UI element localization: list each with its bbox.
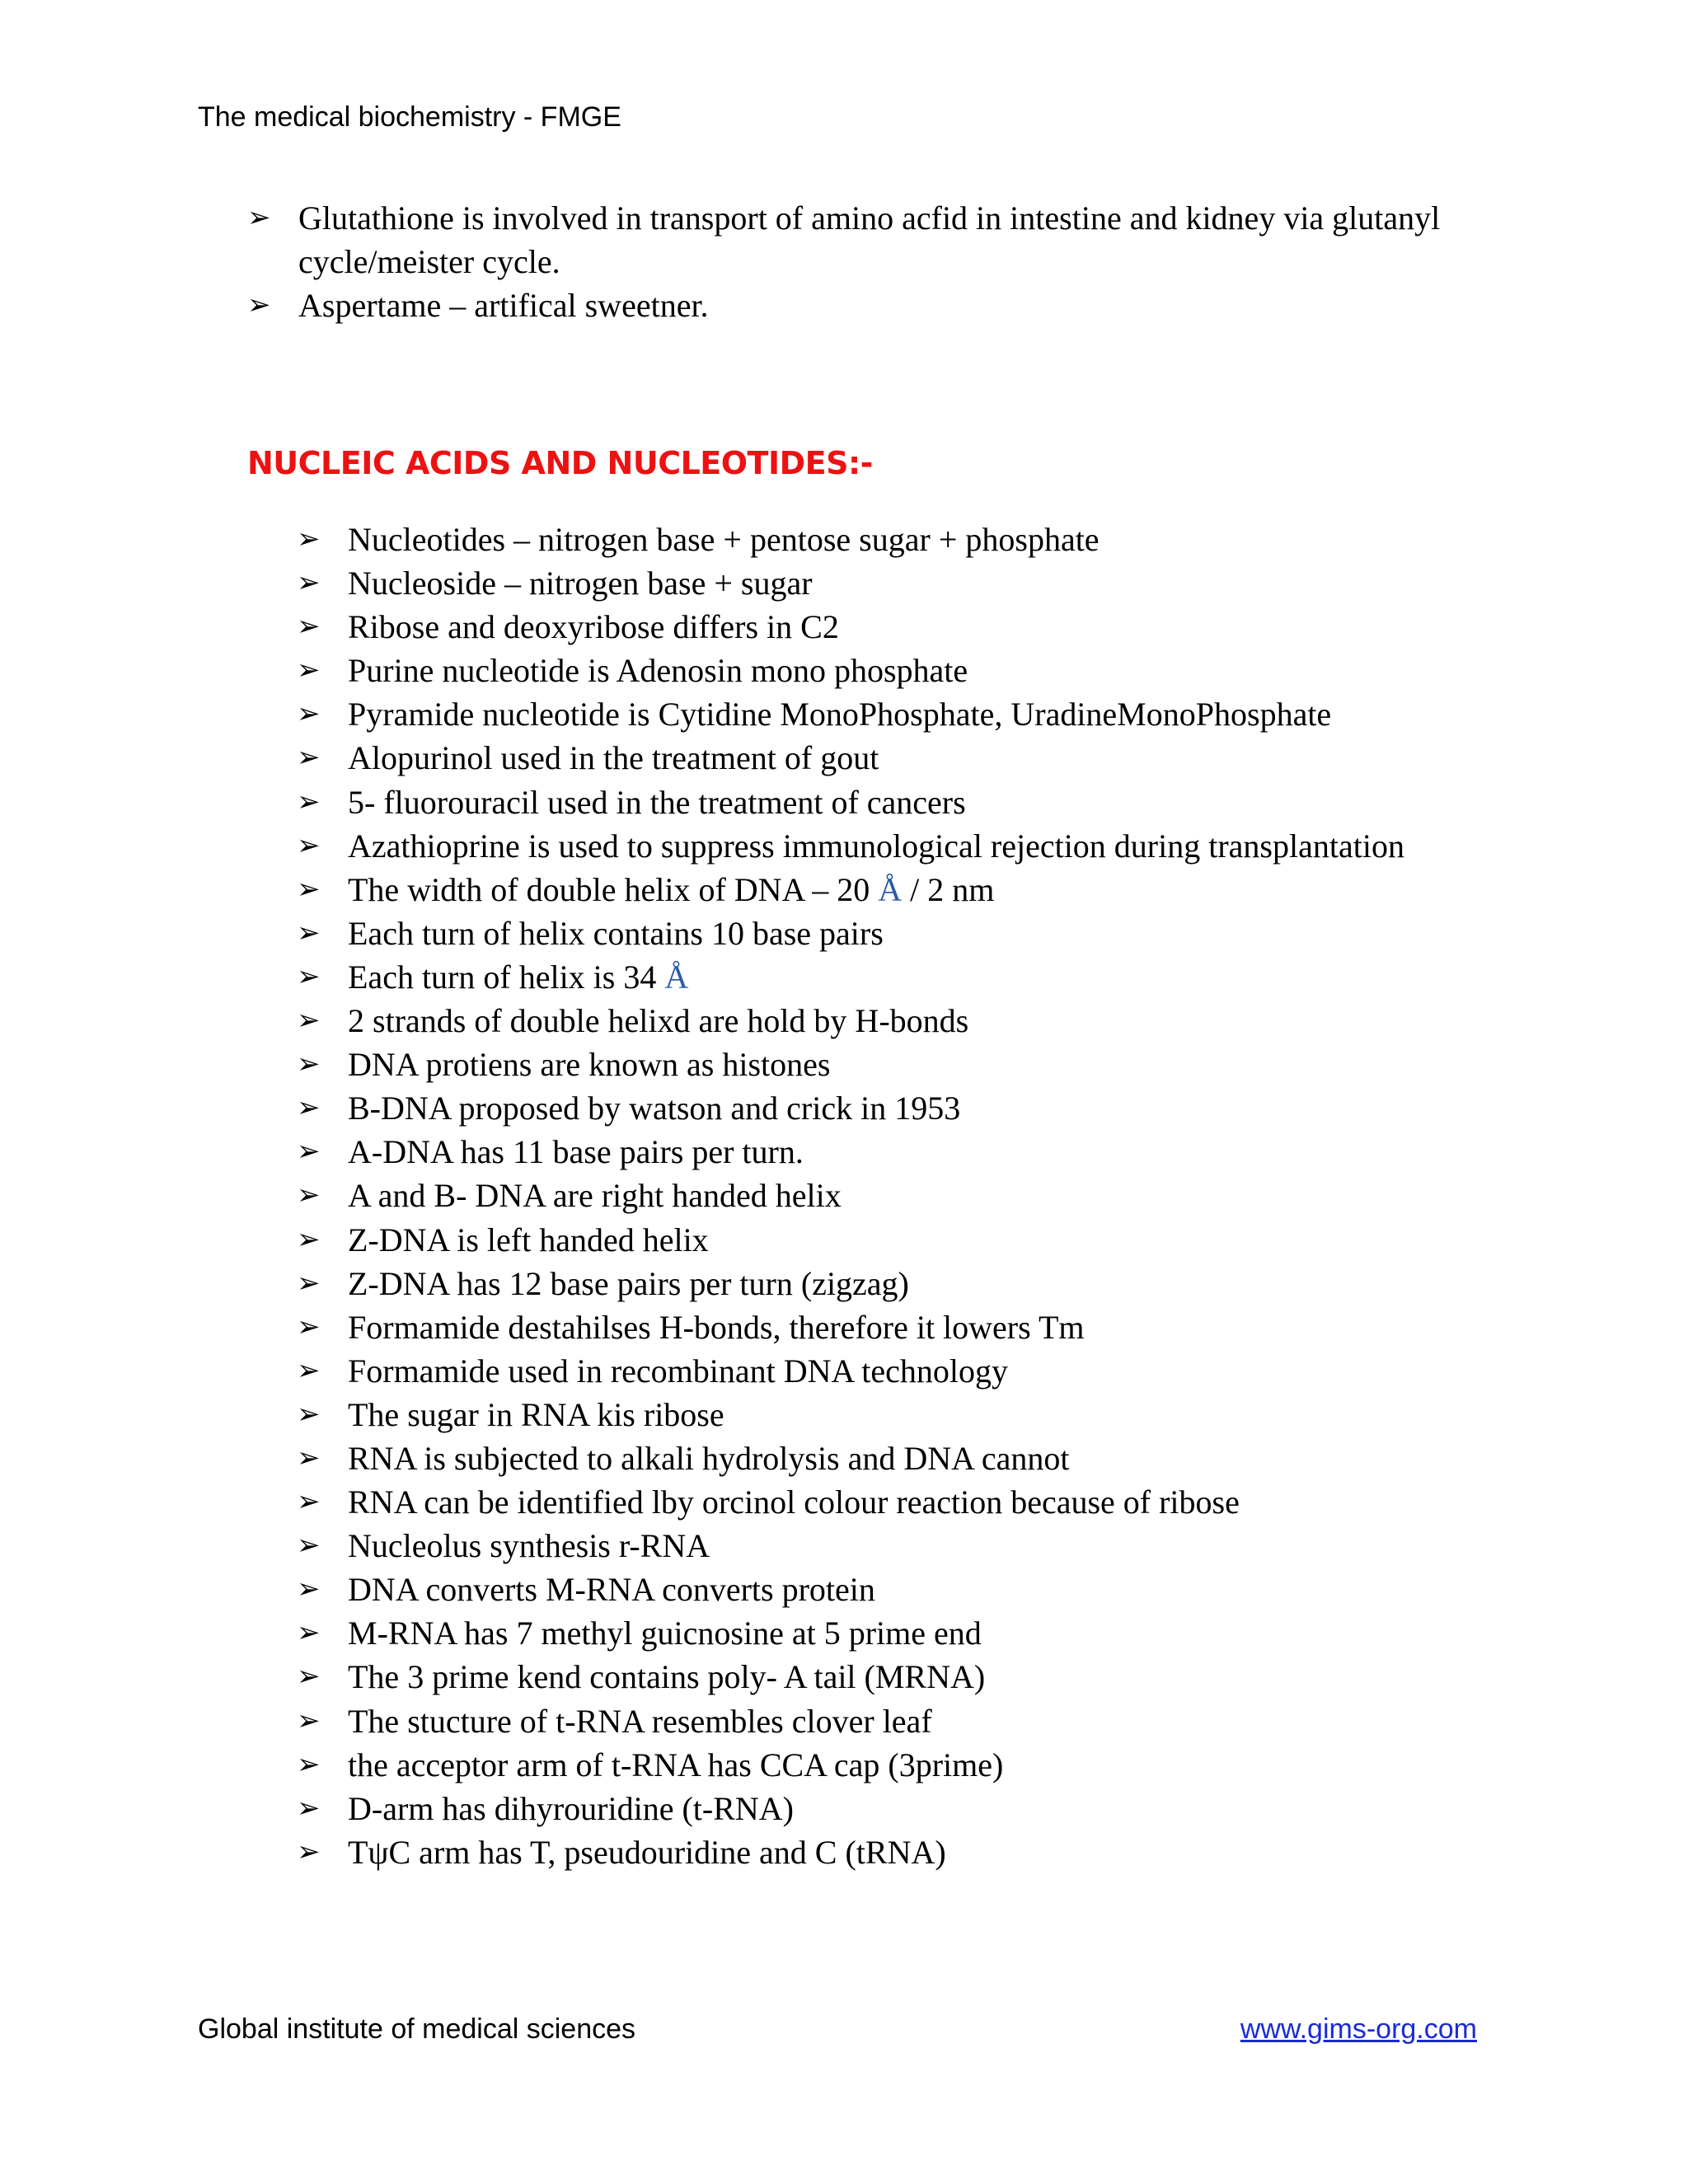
- list-item-text: Each turn of helix contains 10 base pairs: [348, 914, 884, 952]
- list-item-text: A and B- DNA are right handed helix: [348, 1177, 842, 1215]
- list-item-text: Aspertame – artifical sweetner.: [298, 287, 709, 324]
- arrowhead-bullet-icon: ➢: [297, 1747, 321, 1781]
- angstrom-symbol: Å: [878, 870, 903, 908]
- arrowhead-bullet-icon: ➢: [297, 1485, 321, 1519]
- list-item: [297, 1305, 1484, 1349]
- arrowhead-bullet-icon: ➢: [297, 523, 321, 555]
- list-item: [297, 1393, 1484, 1436]
- list-item: [297, 999, 1484, 1043]
- list-item-text: Purine nucleotide is Adenosin mono phosphate: [348, 652, 968, 690]
- arrowhead-bullet-icon: ➢: [297, 1091, 321, 1125]
- arrowhead-bullet-icon: ➢: [297, 1572, 321, 1606]
- nucleic-acids-bullet-list: [297, 518, 1484, 1874]
- list-item-text: Z-DNA has 12 base pairs per turn (zigzag): [348, 1264, 909, 1302]
- arrowhead-bullet-icon: ➢: [297, 1353, 321, 1387]
- list-item-text: Nucleoside – nitrogen base + sugar: [348, 565, 813, 602]
- list-item: [297, 1218, 1484, 1262]
- footer-website-link[interactable]: www.gims-org.com: [1240, 2013, 1477, 2045]
- list-item-text: 2 strands of double helixd are hold by H-bonds: [348, 1002, 969, 1040]
- list-item-text: D-arm has dihyrouridine (t-RNA): [348, 1789, 794, 1827]
- arrowhead-bullet-icon: ➢: [297, 1179, 321, 1212]
- list-item-text: RNA can be identified lby orcinol colour reaction because of ribose: [348, 1483, 1240, 1521]
- arrowhead-bullet-icon: ➢: [297, 1310, 321, 1343]
- list-item-text: Ribose and deoxyribose differs in C2: [348, 608, 839, 646]
- list-item: [297, 561, 1484, 605]
- list-item: [297, 1611, 1484, 1655]
- arrowhead-bullet-icon: ➢: [297, 828, 321, 862]
- list-item-text: The 3 prime kend contains poly- A tail (MRNA): [348, 1658, 986, 1696]
- list-item-text: Glutathione is involved in transport of amino acfid in intestine and kidney via glutanyl cycle/meister cycle.: [298, 199, 1441, 280]
- list-item-text: TψC arm has T, pseudouridine and C (tRNA): [348, 1833, 946, 1871]
- list-item-text: Formamide destahilses H-bonds, therefore it lowers Tm: [348, 1308, 1085, 1346]
- list-item: [297, 1524, 1484, 1568]
- arrowhead-bullet-icon: ➢: [297, 1791, 321, 1825]
- arrowhead-bullet-icon: ➢: [297, 1222, 321, 1256]
- arrowhead-bullet-icon: ➢: [297, 697, 321, 731]
- list-item-text: The stucture of t-RNA resembles clover leaf: [348, 1702, 932, 1740]
- list-item-text: RNA is subjected to alkali hydrolysis and DNA cannot: [348, 1439, 1070, 1477]
- list-item: [297, 1349, 1484, 1393]
- arrowhead-bullet-icon: ➢: [297, 1004, 321, 1038]
- arrowhead-bullet-icon: ➢: [297, 916, 321, 949]
- section-heading: NUCLEIC ACIDS AND NUCLEOTIDES:-: [247, 445, 873, 481]
- list-item: [297, 1699, 1484, 1743]
- page-header: The medical biochemistry - FMGE: [198, 101, 621, 133]
- list-item: [297, 605, 1484, 649]
- list-item-text: M-RNA has 7 methyl guicnosine at 5 prime end: [348, 1615, 982, 1652]
- list-item: [247, 196, 1475, 284]
- arrowhead-bullet-icon: ➢: [247, 288, 271, 321]
- list-item: [247, 284, 1475, 327]
- list-item-text: Azathioprine is used to suppress immunological rejection during transplantation: [348, 827, 1404, 865]
- arrowhead-bullet-icon: ➢: [297, 1397, 321, 1431]
- list-item: [297, 1086, 1484, 1130]
- list-item-text: A-DNA has 11 base pairs per turn.: [348, 1133, 804, 1171]
- list-item: [297, 912, 1484, 955]
- list-item: [297, 1043, 1484, 1086]
- list-item: [297, 1655, 1484, 1699]
- list-item: [297, 955, 1484, 999]
- arrowhead-bullet-icon: ➢: [297, 566, 321, 600]
- list-item-text: Each turn of helix is 34: [348, 958, 665, 996]
- list-item: [297, 780, 1484, 824]
- list-item: [297, 1436, 1484, 1480]
- arrowhead-bullet-icon: ➢: [297, 741, 321, 775]
- arrowhead-bullet-icon: ➢: [297, 654, 321, 687]
- list-item-text: DNA converts M-RNA converts protein: [348, 1571, 875, 1609]
- list-item: [297, 1174, 1484, 1217]
- list-item: [297, 1743, 1484, 1787]
- arrowhead-bullet-icon: ➢: [297, 1266, 321, 1300]
- list-item: [297, 1262, 1484, 1305]
- list-item: [297, 518, 1484, 561]
- arrowhead-bullet-icon: ➢: [297, 1704, 321, 1737]
- list-item: [297, 1787, 1484, 1830]
- arrowhead-bullet-icon: ➢: [297, 1135, 321, 1169]
- arrowhead-bullet-icon: ➢: [297, 785, 321, 818]
- list-item: [297, 868, 1484, 912]
- list-item: [297, 1130, 1484, 1174]
- list-item-suffix: / 2 nm: [902, 870, 995, 908]
- arrowhead-bullet-icon: ➢: [297, 1835, 321, 1868]
- list-item-text: the acceptor arm of t-RNA has CCA cap (3prime): [348, 1746, 1004, 1783]
- arrowhead-bullet-icon: ➢: [247, 201, 271, 234]
- list-item: [297, 1568, 1484, 1611]
- angstrom-symbol: Å: [664, 958, 689, 996]
- list-item: [297, 1480, 1484, 1524]
- list-item-text: Formamide used in recombinant DNA technology: [348, 1352, 1008, 1390]
- list-item-text: The sugar in RNA kis ribose: [348, 1395, 724, 1433]
- arrowhead-bullet-icon: ➢: [297, 1529, 321, 1563]
- arrowhead-bullet-icon: ➢: [297, 872, 321, 906]
- list-item: [297, 649, 1484, 692]
- list-item: [297, 1830, 1484, 1874]
- list-item-text: The width of double helix of DNA – 20: [348, 870, 879, 908]
- list-item-text: DNA protiens are known as histones: [348, 1046, 831, 1084]
- list-item-text: Z-DNA is left handed helix: [348, 1221, 709, 1258]
- list-item-text: Nucleolus synthesis r-RNA: [348, 1527, 710, 1565]
- list-item-text: Nucleotides – nitrogen base + pentose sugar + phosphate: [348, 521, 1100, 558]
- footer-institute-name: Global institute of medical sciences: [198, 2013, 636, 2045]
- intro-bullet-list: [247, 196, 1475, 327]
- arrowhead-bullet-icon: ➢: [297, 1616, 321, 1650]
- list-item-text: 5- fluorouracil used in the treatment of cancers: [348, 783, 966, 821]
- arrowhead-bullet-icon: ➢: [297, 1660, 321, 1694]
- arrowhead-bullet-icon: ➢: [297, 610, 321, 644]
- list-item: [297, 824, 1484, 868]
- list-item: [297, 692, 1484, 736]
- list-item-text: B-DNA proposed by watson and crick in 1953: [348, 1090, 961, 1127]
- list-item: [297, 736, 1484, 780]
- arrowhead-bullet-icon: ➢: [297, 1441, 321, 1474]
- list-item-text: Alopurinol used in the treatment of gout: [348, 739, 879, 777]
- list-item-text: Pyramide nucleotide is Cytidine MonoPhosphate, UradineMonoPhosphate: [348, 696, 1332, 733]
- arrowhead-bullet-icon: ➢: [297, 1047, 321, 1081]
- arrowhead-bullet-icon: ➢: [297, 959, 321, 993]
